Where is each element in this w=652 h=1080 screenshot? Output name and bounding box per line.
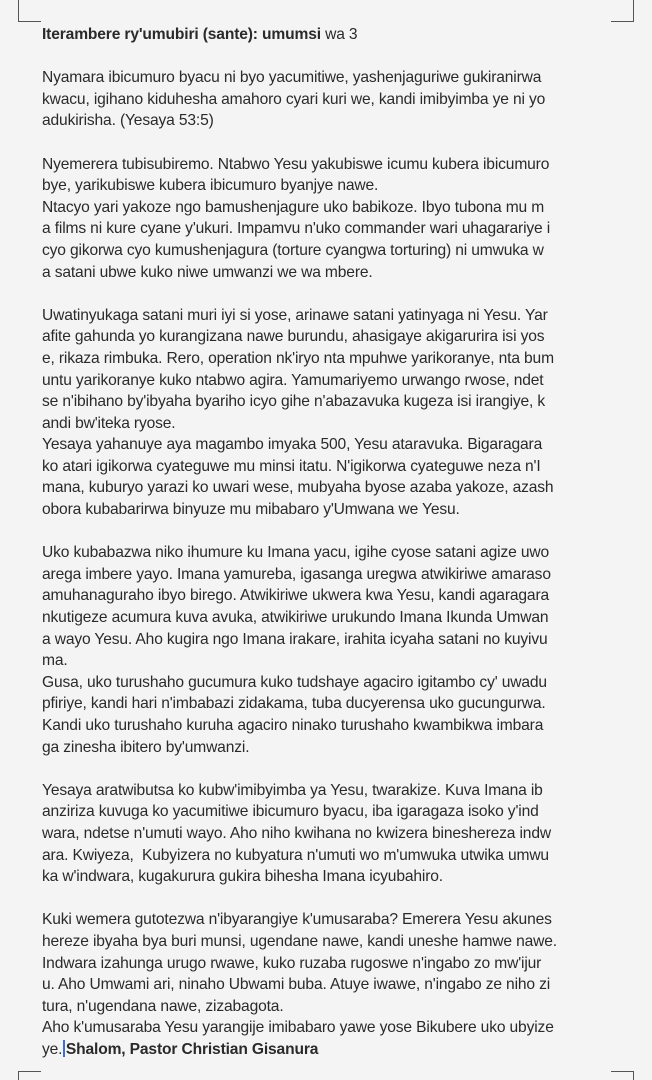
text-line: pfiriye, kandi hari n'imbabazi zidakama, tuba ducyerensa uko gucungurwa. <box>42 695 546 713</box>
text-line: Ntacyo yari yakoze ngo bamushenjagure uko babikoze. Ibyo tubona mu m <box>42 198 545 216</box>
text-line: Yesaya yahanuye aya magambo imyaka 500, Yesu ataravuka. Bigaragara <box>42 436 543 454</box>
text-line: nkutigeze acumura kuva avuka, atwikiriwe urukundo Imana Ikunda Umwan <box>42 609 549 627</box>
text-line: Yesaya aratwibutsa ko kubw'imibyimba ya Yesu, twarakize. Kuva Imana ib <box>42 781 543 799</box>
text-line: amuhanaguraho ibyo birego. Atwikiriwe ukwera kwa Yesu, kandi agaragara <box>42 587 550 605</box>
title-rest: wa 3 <box>320 26 358 43</box>
paragraph <box>42 305 638 521</box>
paragraph <box>42 154 638 284</box>
text-line: se n'ibihano by'ibyaha byariho icyo gihe n'abazavuka kugeza isi irangiye, k <box>42 393 546 411</box>
paragraph <box>42 780 638 888</box>
text-line: Uwatinyukaga satani muri iyi si yose, arinawe satani yatinyaga ni Yesu. Yar <box>42 306 548 324</box>
document-body[interactable] <box>42 24 638 1061</box>
text-line: ma. <box>42 652 68 670</box>
crop-mark-bottom-right <box>611 1071 634 1080</box>
text-line: ga zinesha ibitero by'umwanzi. <box>42 738 250 756</box>
text-line: ko atari igikorwa cyateguwe mu minsi itatu. N'igikorwa cyateguwe neza n'I <box>42 457 541 475</box>
text-line: Aho k'umusaraba Yesu yarangije imibabaro yawe yose Bikubere uko ubyize <box>42 1019 554 1037</box>
text-line: anziriza kuvuga ko yacumitiwe ibicumuro byacu, iba igaragaza isoko y'ind <box>42 803 539 821</box>
text-cursor <box>63 1040 65 1057</box>
text-line: afite gahunda yo kurangizana nawe burundu, ahasigaye akigarurira isi yos <box>42 328 545 346</box>
text-line: wara, ndetse n'umuti wayo. Aho niho kwihana no kwizera bineshereza indw <box>42 824 551 842</box>
text-line: Gusa, uko turushaho gucumura kuko tudshaye agaciro igitambo cy' uwadu <box>42 673 547 691</box>
text-line: a wayo Yesu. Aho kugira ngo Imana irakare, irahita icyaha satani no kuyivu <box>42 630 548 648</box>
paragraph <box>42 909 638 1060</box>
text-line: Uko kubabazwa niko ihumure ku Imana yacu, igihe cyose satani agize uwo <box>42 544 549 562</box>
text-line: e, rikaza rimbuka. Rero, operation nk'iryo nta mpuhwe yarikoranye, nta bum <box>42 349 554 367</box>
crop-mark-top-right <box>611 0 634 22</box>
closing-lead: ye. <box>42 1040 63 1058</box>
text-line: mana, kuburyo yarazi ko uwari wese, mubyaha byose azaba yakoze, azash <box>42 479 554 497</box>
text-line: Indwara izahunga urugo rwawe, kuko ruzaba rugoswe n'ingabo zo mw'ijur <box>42 954 542 972</box>
text-line: adukirisha. (Yesaya 53:5) <box>42 112 214 130</box>
text-line: Nyamara ibicumuro byacu ni byo yacumitiwe, yashenjaguriwe gukiranirwa <box>42 69 542 87</box>
text-line: Kuki wemera gutotezwa n'ibyarangiye k'umusaraba? Emerera Yesu akunes <box>42 911 552 929</box>
paragraph <box>42 542 638 758</box>
text-line: ka w'indwara, kugakurura gukira bihesha Imana icyubahiro. <box>42 868 443 886</box>
signature: Shalom, Pastor Christian Gisanura <box>65 1040 319 1058</box>
text-line: tura, n'ugendana nawe, zizabagota. <box>42 997 284 1015</box>
text-line: u. Aho Umwami ari, ninaho Ubwami buba. Atuye iwawe, n'ingabo ze niho zi <box>42 976 551 994</box>
text-line: hereze ibyaha bya buri munsi, ugendane nawe, kandi uneshe hamwe nawe. <box>42 932 557 950</box>
text-line: a satani ubwe kuko niwe umwanzi we wa mbere. <box>42 263 373 281</box>
text-line: cyo gikorwa cyo kumushenjagura (torture cyangwa torturing) ni umwuka w <box>42 241 544 259</box>
text-line: untu yarikoranye kuko ntabwo agira. Yamumariyemo urwango rwose, ndet <box>42 371 544 389</box>
crop-mark-bottom-left <box>18 1071 41 1080</box>
text-line: arega imbere yayo. Imana yamureba, igasanga uregwa atwikiriwe amaraso <box>42 565 551 583</box>
document-title <box>42 24 638 46</box>
text-line: Kandi uko turushaho kuruha agaciro ninako turushaho kwambikwa imbara <box>42 717 544 734</box>
text-line: obora kubabarirwa binyuze mu mibabaro y'Umwana we Yesu. <box>42 501 460 519</box>
crop-mark-top-left <box>18 0 41 22</box>
text-line: bye, yarikubiswe kubera ibicumuro byanjye nawe. <box>42 177 379 195</box>
text-line: andi bw'iteka ryose. <box>42 414 176 432</box>
text-line: Nyemerera tubisubiremo. Ntabwo Yesu yakubiswe icumu kubera ibicumuro <box>42 155 550 173</box>
text-line: kwacu, igihano kiduhesha amahoro cyari kuri we, kandi imibyimba ye ni yo <box>42 90 546 108</box>
text-line: ara. Kwiyeza, Kubyizera no kubyatura n'umuti wo m'umwuka utwika umwu <box>42 846 549 864</box>
closing-line <box>42 1039 638 1061</box>
paragraph <box>42 67 638 132</box>
text-line: a films ni kure cyane y'ukuri. Impamvu n'uko commander wari uhagarariye i <box>42 220 551 238</box>
title-bold: Iterambere ry'umubiri (sante): umumsi <box>42 26 321 43</box>
